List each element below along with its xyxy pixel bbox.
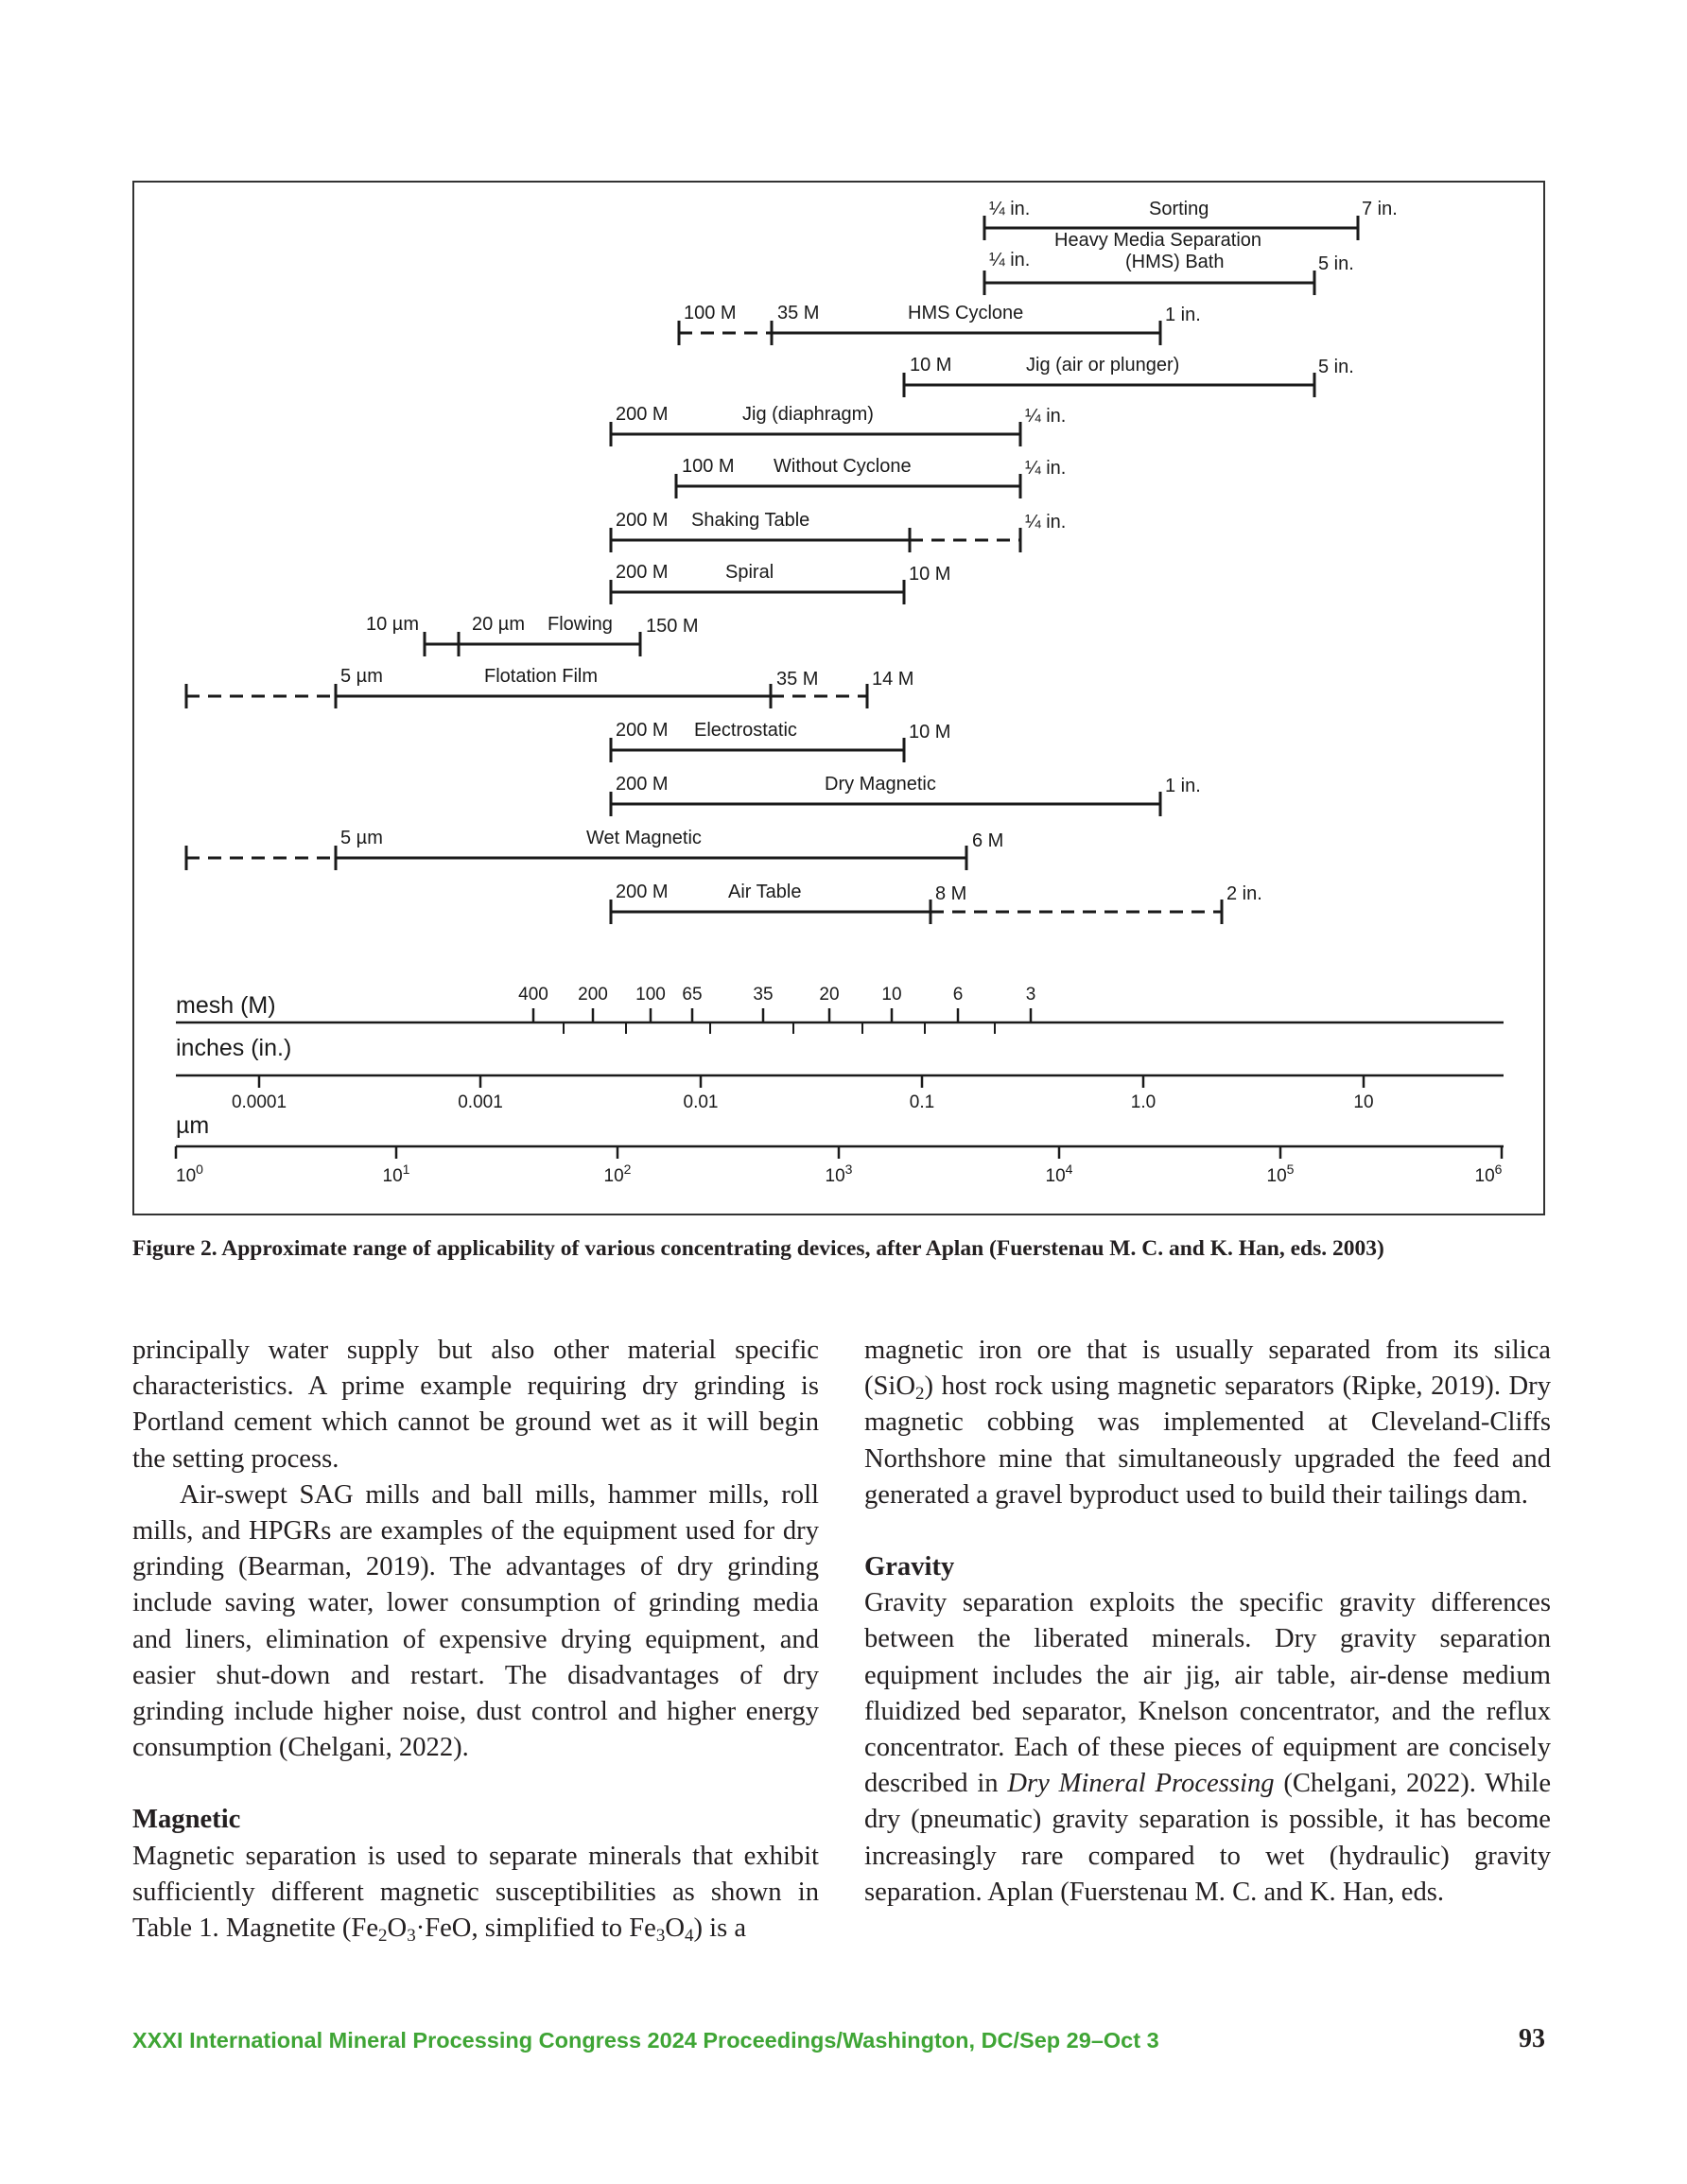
page-footer: [132, 2024, 1545, 2066]
inches-tick-label: 0.001: [458, 1092, 503, 1112]
range-start-label: 200 M: [616, 774, 669, 795]
range-label: Flowing: [548, 614, 613, 635]
section-heading-gravity: Gravity: [864, 1552, 955, 1582]
um-tick-label: $10^0$: [176, 1162, 203, 1186]
range-end-label: 14 M: [872, 669, 914, 690]
range-label: (HMS) Bath: [1125, 252, 1225, 272]
range-start-label: 200 M: [616, 720, 669, 741]
range-label: ¼ in.: [1025, 406, 1067, 427]
range-label: 150 M: [646, 616, 699, 637]
range-start-label: 200 M: [616, 404, 669, 425]
range-start-label: 5 µm: [340, 828, 383, 848]
mesh-tick-label: 35: [753, 985, 774, 1005]
range-start-label: 100 M: [682, 456, 735, 477]
inches-tick-label: 1.0: [1130, 1092, 1157, 1112]
range-start-label: 10 M: [910, 355, 952, 376]
range-start-label: 200 M: [616, 882, 669, 902]
left-column: [132, 1333, 819, 1947]
um-tick-label: $10^5$: [1266, 1162, 1295, 1186]
range-start-label: Heavy Media Separation: [1054, 230, 1262, 251]
figure-frame: [132, 181, 1545, 1215]
inches-tick-label: 0.0001: [231, 1092, 287, 1112]
range-label: 5 in.: [1318, 253, 1354, 274]
range-label: Shaking Table: [691, 510, 810, 531]
range-start-label: 10 µm: [366, 614, 419, 635]
range-label: 10 M: [909, 564, 951, 585]
mesh-tick-label: 100: [635, 985, 666, 1005]
range-label: Jig (air or plunger): [1026, 355, 1180, 376]
paragraph: magnetic iron ore that is usually separated from its silica (SiO$_2$) host rock using magnetic separators (Ripke, 2019). Dry magnetic cobbing was implemented at Cleveland-Cliffs Northshore mine that simultaneously upgraded the feed and generated a gravel byproduct used to build their tailings dam.: [864, 1336, 1551, 1510]
um-tick-label: $10^1$: [382, 1162, 410, 1186]
um-tick-label: $10^3$: [825, 1162, 853, 1186]
range-label: ¼ in.: [1025, 458, 1067, 479]
range-label: 5 in.: [1318, 357, 1354, 377]
range-label: Spiral: [725, 562, 774, 583]
paragraph: Air-swept SAG mills and ball mills, hammer mills, roll mills, and HPGRs are examples of the equipment used for dry grinding (Bearman, 2019). The advantages of dry grinding include saving water, lower consumption of grinding media and liners, elimination of expensive drying equipment, and easier shut-down and restart. The disadvantages of dry grinding include higher noise, dust control and higher energy consumption (Chelgani, 2022).: [132, 1479, 819, 1763]
inches-tick-label: 0.1: [909, 1092, 935, 1112]
section-heading-magnetic: Magnetic: [132, 1805, 241, 1835]
range-label: Dry Magnetic: [825, 774, 936, 795]
um-tick-label: $10^4$: [1045, 1162, 1073, 1186]
range-start-label: 100 M: [684, 303, 737, 323]
range-end-label: 6 M: [972, 830, 1004, 851]
range-label: 1 in.: [1165, 305, 1201, 325]
range-label: ¼ in.: [989, 250, 1031, 271]
mesh-tick-label: 3: [1025, 985, 1036, 1005]
conference-title: XXXI International Mineral Processing Congress 2024 Proceedings/Washington, DC/Sep 29–Oct 3: [132, 2028, 1159, 2053]
range-label: ¼ in.: [1025, 512, 1067, 533]
range-label: Jig (diaphragm): [742, 404, 874, 425]
range-label: 20 µm: [472, 614, 525, 635]
range-start-label: ¼ in.: [989, 199, 1031, 219]
figure-caption: Figure 2. Approximate range of applicability of various concentrating devices, after Aplan (Fuerstenau M. C. and K. Han, eds. 2003): [132, 1236, 1384, 1261]
range-label: 8 M: [935, 883, 967, 904]
range-label: Without Cyclone: [774, 456, 912, 477]
inches-tick-label: 0.01: [683, 1092, 719, 1112]
range-label: 1 in.: [1165, 776, 1201, 796]
paragraph: Magnetic separation is used to separate minerals that exhibit sufficiently different magnetic susceptibilities as shown in Table 1. Magnetite ($Fe_2O_3\cdot FeO$, simplified to $Fe_3O_4$) is a: [132, 1841, 819, 1947]
range-label: Air Table: [728, 882, 802, 902]
range-label: 2 in.: [1226, 883, 1262, 904]
mesh-tick-label: 10: [881, 985, 902, 1005]
paragraph: Gravity separation exploits the specific gravity differences between the liberated minerals. Dry gravity separation equipment includes the air jig, air table, air-dense medium fluidized bed separator, Knelson concentrator, and the reflux concentrator. Each of these pieces of equipment are concisely described in Dry Mineral Processing (Chelgani, 2022). While dry (pneumatic) gravity separation is possible, it has become increasingly rare compared to wet (hydraulic) gravity separation. Aplan (Fuerstenau M. C. and K. Han, eds.: [864, 1588, 1552, 1907]
inches-tick-label: 10: [1353, 1092, 1374, 1112]
right-column: [864, 1333, 1551, 1911]
inches-axis-title: inches (in.): [176, 1035, 292, 1061]
range-start-label: 200 M: [616, 510, 669, 531]
range-label: 10 M: [909, 722, 951, 743]
mesh-tick-label: 20: [819, 985, 840, 1005]
range-label: HMS Cyclone: [908, 303, 1024, 323]
paragraph: principally water supply but also other material specific characteristics. A prime example requiring dry grinding is Portland cement which cannot be ground wet as it will begin the setting process.: [132, 1336, 819, 1474]
device-name-label: Wet Magnetic: [586, 828, 702, 848]
device-name-label: Flotation Film: [484, 666, 599, 687]
mesh-axis-title: mesh (M): [176, 992, 276, 1019]
mesh-tick-label: 65: [682, 985, 703, 1005]
mesh-tick-label: 400: [518, 985, 548, 1005]
range-start-label: 200 M: [616, 562, 669, 583]
mesh-tick-label: 200: [578, 985, 608, 1005]
range-label: Sorting: [1149, 199, 1209, 219]
range-start-label: 5 µm: [340, 666, 383, 687]
um-axis-title: µm: [176, 1112, 210, 1139]
concentrating-devices-chart: [134, 183, 1543, 1214]
page-number: 93: [1519, 2024, 1545, 2053]
range-label: 7 in.: [1362, 199, 1398, 219]
um-tick-label: $10^6$: [1474, 1162, 1503, 1186]
range-label: Electrostatic: [694, 720, 797, 741]
um-tick-label: $10^2$: [603, 1162, 632, 1186]
range-label: 35 M: [777, 303, 820, 323]
mesh-tick-label: 6: [952, 985, 964, 1005]
range-mid-label: 35 M: [776, 669, 819, 690]
